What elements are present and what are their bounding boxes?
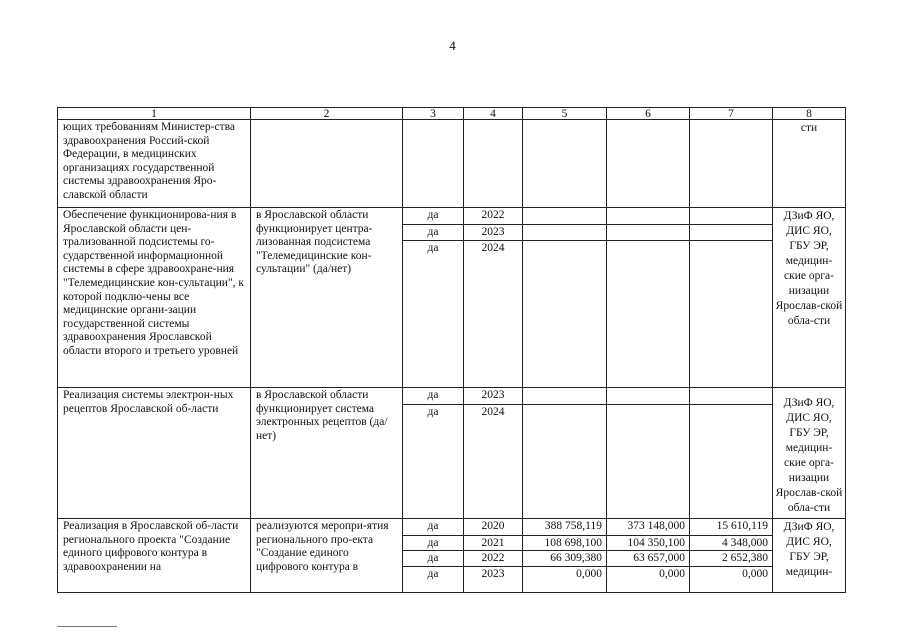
project-status: да — [427, 537, 439, 549]
project-indicator-text: реализуются меропри-ятия регионального про-екта "Создание единого цифрового контура в — [256, 520, 389, 573]
project-status: да — [427, 568, 439, 580]
header-col-2: 2 — [323, 108, 330, 119]
project-responsible: ДЗиФ ЯО, ДИС ЯО, ГБУ ЭР, медицин- — [783, 521, 835, 578]
telemed-status: да — [427, 209, 439, 221]
project-status: да — [427, 552, 439, 564]
project-year: 2021 — [481, 537, 505, 549]
telemed-status: да — [427, 226, 439, 238]
footnote-separator — [57, 626, 117, 627]
header-col-4: 4 — [490, 108, 496, 119]
header-col-8: 8 — [806, 108, 812, 119]
header-col-7: 7 — [728, 108, 734, 119]
telemed-event-text: Обеспечение функционирова-ния в Ярославской области цен-трализованной подсистемы го-сударственной информационной системы в сфере здравоохране-ния "Телемедицинские кон-сультации", к которой подклю-чены все медицинские органи-зации государственной системы здравоохранения Ярославской области второго и третьего уровней — [63, 209, 244, 357]
recipes-status: да — [427, 406, 439, 418]
page-number: 4 — [449, 38, 456, 53]
project-regional: 4 348,000 — [722, 537, 768, 549]
project-event-text: Реализация в Ярославской об-ласти регионального проекта "Создание единого цифрового контура в здравоохранении на — [63, 520, 239, 573]
project-total: 66 309,380 — [550, 552, 602, 564]
telemed-responsible: ДЗиФ ЯО, ДИС ЯО, ГБУ ЭР, медицин-ские орга-низации Ярослав-ской обла-сти — [775, 210, 843, 327]
data-table — [57, 107, 846, 593]
header-col-3: 3 — [430, 108, 436, 119]
telemed-year: 2022 — [481, 209, 505, 221]
project-regional: 15 610,119 — [716, 520, 768, 532]
recipes-year: 2023 — [481, 389, 505, 401]
project-year: 2022 — [481, 552, 505, 564]
project-regional: 2 652,380 — [722, 552, 768, 564]
telemed-year: 2023 — [481, 226, 505, 238]
project-federal: 63 657,000 — [633, 552, 685, 564]
project-federal: 104 350,100 — [627, 537, 685, 549]
cont-indicator-text: ющих требованиям Министер-ства здравоохранения Россий-ской Федерации, в медицинских организациях государственной системы здравоохранения Яро-славской области — [63, 121, 235, 201]
cont-responsible: сти — [800, 122, 818, 134]
header-col-6: 6 — [645, 108, 651, 119]
project-regional: 0,000 — [742, 568, 768, 580]
project-year: 2020 — [481, 520, 505, 532]
recipes-indicator-text: в Ярославской области функционирует система электронных рецептов (да/нет) — [256, 389, 388, 442]
project-status: да — [427, 520, 439, 532]
project-federal: 0,000 — [659, 568, 685, 580]
header-col-1: 1 — [151, 108, 157, 119]
telemed-indicator-text: в Ярославской области функционирует центра-лизованная подсистема "Телемедицинские кон-сультации" (да/нет) — [256, 209, 373, 276]
header-col-5: 5 — [561, 108, 568, 119]
project-total: 388 758,119 — [544, 520, 602, 532]
recipes-event-text: Реализация системы электрон-ных рецептов Ярославской об-ласти — [63, 389, 234, 415]
telemed-status: да — [427, 242, 439, 254]
project-total: 108 698,100 — [544, 537, 602, 549]
recipes-year: 2024 — [481, 406, 505, 418]
recipes-status: да — [427, 389, 439, 401]
project-total: 0,000 — [576, 568, 602, 580]
recipes-responsible: ДЗиФ ЯО, ДИС ЯО, ГБУ ЭР, медицин-ские орга-низации Ярослав-ской обла-сти — [775, 397, 843, 514]
telemed-year: 2024 — [481, 242, 505, 254]
project-year: 2023 — [481, 568, 505, 580]
project-federal: 373 148,000 — [627, 520, 685, 532]
